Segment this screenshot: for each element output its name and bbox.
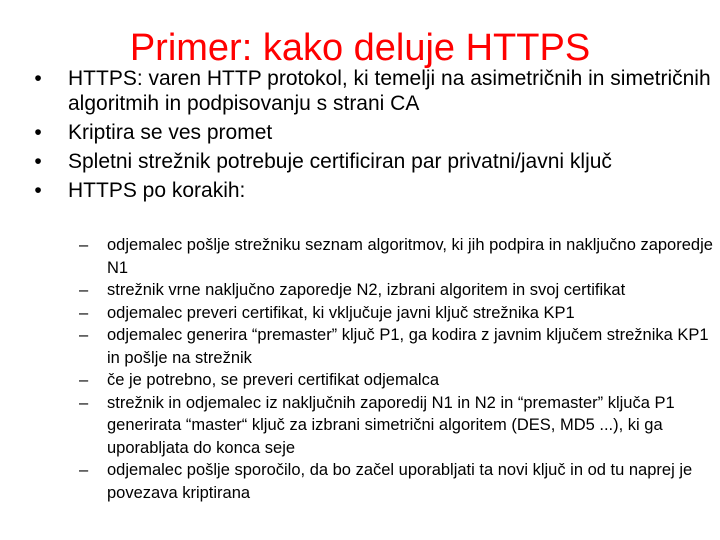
step-text: odjemalec generira “premaster” ključ P1, ga kodira z javnim ključem strežnika KP1 in pošlje na strežnik <box>107 326 709 367</box>
step-text: odjemalec preveri certifikat, ki vključuje javni ključ strežnika KP1 <box>107 303 575 322</box>
step-text: odjemalec pošlje strežniku seznam algoritmov, ki jih podpira in naključno zaporedje N1 <box>107 236 713 277</box>
step-item <box>79 392 716 460</box>
step-text: strežnik in odjemalec iz naključnih zaporedij N1 in N2 in “premaster” ključa P1 generirata “master“ ključ za izbrani simetrični algoritem (DES, MD5 ...), ki ga uporabljata do konca seje <box>107 393 675 457</box>
dash-marker: – <box>79 393 89 412</box>
bullet-item <box>28 178 718 203</box>
step-list <box>79 234 716 504</box>
bullet-marker: • <box>34 150 42 173</box>
step-text: če je potrebno, se preveri certifikat odjemalca <box>107 371 439 389</box>
step-item <box>79 324 716 369</box>
slide-title: Primer: kako deluje HTTPS <box>129 27 591 69</box>
bullet-marker: • <box>34 121 42 144</box>
dash-marker: – <box>79 281 89 299</box>
dash-marker: – <box>79 303 89 322</box>
bullet-marker: • <box>34 179 42 202</box>
dash-marker: – <box>79 236 89 254</box>
bullet-text: HTTPS po korakih: <box>68 179 246 202</box>
dash-marker: – <box>79 461 89 479</box>
bullet-text: Kriptira se ves promet <box>68 121 273 144</box>
bullet-marker: • <box>34 67 42 90</box>
step-item <box>79 279 716 302</box>
bullet-item <box>28 120 718 145</box>
step-text: strežnik vrne naključno zaporedje N2, izbrani algoritem in svoj certifikat <box>107 281 626 299</box>
step-text: odjemalec pošlje sporočilo, da bo začel uporabljati ta novi ključ in od tu naprej je povezava kriptirana <box>107 461 693 502</box>
bullet-item <box>28 66 718 116</box>
step-item <box>79 459 716 504</box>
bullet-text: HTTPS: varen HTTP protokol, ki temelji na asimetričnih in simetričnih algoritmih in podpisovanju s strani CA <box>68 67 711 115</box>
step-item <box>79 302 716 325</box>
dash-marker: – <box>79 371 89 389</box>
bullet-list <box>28 66 718 207</box>
bullet-text: Spletni strežnik potrebuje certificiran par privatni/javni ključ <box>68 150 612 173</box>
bullet-item <box>28 149 718 174</box>
step-item <box>79 369 716 392</box>
dash-marker: – <box>79 326 89 344</box>
step-item <box>79 234 716 279</box>
